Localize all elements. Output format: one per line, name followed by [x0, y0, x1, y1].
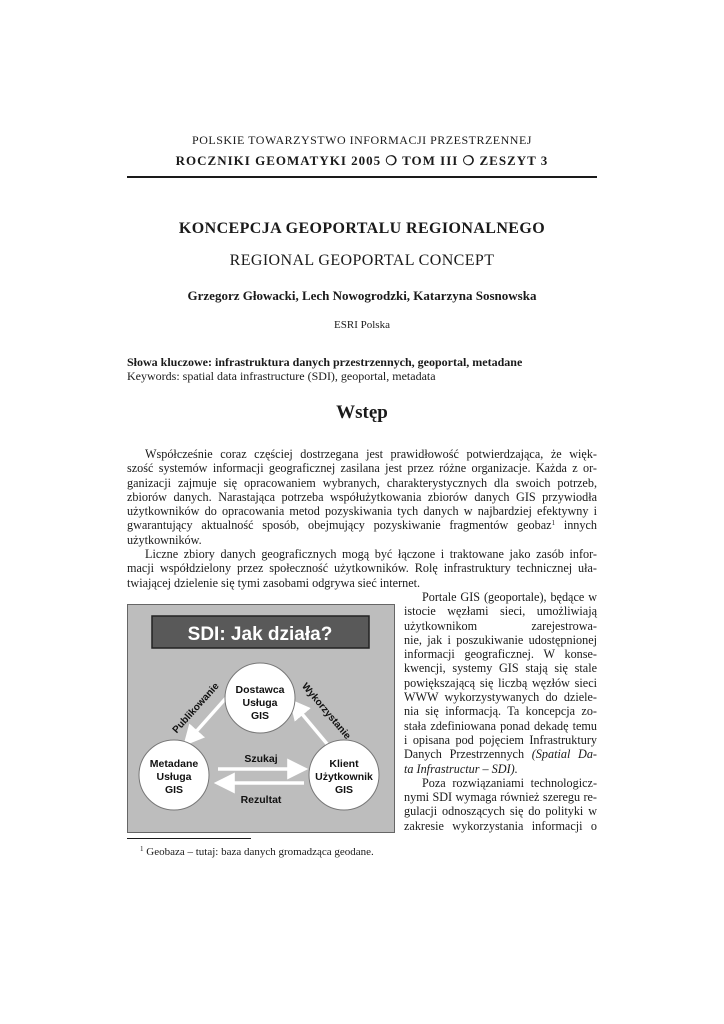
node-provider-line2: Usługa	[242, 697, 278, 709]
node-client-line2: Użytkownik	[315, 771, 373, 783]
italic-fragment: (Spatial Da-	[531, 747, 597, 762]
text-line: zbiorów danych. Narastająca potrzeba współużytkowania zbiorów danych GIS przywiodła	[127, 489, 597, 504]
text-line: nymi SDI wymaga również szeregu re-	[404, 790, 597, 805]
journal-society: POLSKIE TOWARZYSTWO INFORMACJI PRZESTRZENNEJ	[192, 133, 532, 147]
text-line: Liczne zbiory danych geograficznych mogą być łączone i traktowane jako zasób infor-	[145, 547, 597, 561]
text-line: nia się informacją. Ta koncepcja zo-	[404, 704, 597, 719]
text-line-with-footnote	[127, 518, 597, 532]
text-line: WWW wykorzystywanych do dziele-	[404, 690, 597, 705]
text-line: Współcześnie coraz częściej dostrzegana jest prawidłowość potwierdzająca, że więk-	[145, 447, 597, 461]
text-line: użytkowników do opracowania metod pozyskiwania tych danych w najbardziej efektywny i	[127, 504, 597, 519]
text-line: ganizacji zajmuje się opracowaniem wybranych, charakterystycznych dla swoich potrzeb,	[127, 475, 597, 490]
article-title-en: REGIONAL GEOPORTAL CONCEPT	[229, 252, 495, 269]
footnote-rule	[127, 838, 251, 839]
sdi-diagram-svg	[128, 605, 394, 832]
label-search: Szukaj	[244, 753, 278, 765]
text-fragment: innych	[555, 518, 598, 533]
text-line: Portale GIS (geoportale), będące w	[422, 590, 597, 604]
text-line: twiającej dzielenie się tymi zasobami odgrywa sieć internet.	[127, 575, 421, 590]
paragraph-3	[404, 590, 597, 833]
journal-issue-line: ROCZNIKI GEOMATYKI 2005 ❍ TOM III ❍ ZESZYT 3	[175, 153, 549, 168]
italic-fragment: ta Infrastructur – SDI).	[404, 761, 518, 776]
sdi-diagram	[127, 604, 395, 833]
authors: Grzegorz Głowacki, Lech Nowogrodzki, Katarzyna Sosnowska	[187, 288, 537, 303]
text-line: stała zdefiniowana ponad dekadę temu	[404, 718, 597, 733]
footnote	[140, 846, 374, 858]
text-fragment: gwarantujący aktualność sposób, obejmujący pozyskiwanie fragmentów geobaz	[127, 518, 552, 533]
label-result: Rezultat	[240, 794, 282, 806]
text-line: macji współdzielony przez społeczność użytkowników. Rolę infrastruktury technicznej uła-	[127, 561, 597, 576]
paragraph-1	[127, 447, 597, 547]
node-metadata-line2: Usługa	[156, 771, 192, 783]
node-provider-line3: GIS	[250, 710, 270, 722]
text-line: informacji geograficznej. W konse-	[404, 647, 597, 662]
text-line: nie, jak i poszukiwanie udostępnionej	[404, 632, 597, 647]
text-line: użytkownikom zarejestrowa-	[404, 618, 597, 633]
text-line: szość systemów informacji geograficznej zasilana jest przez różne organizacje. Każda z or-	[127, 461, 597, 476]
text-line	[404, 747, 597, 761]
header-rule	[127, 176, 597, 178]
keywords-en: Keywords: spatial data infrastructure (SDI), geoportal, metadata	[127, 369, 436, 383]
node-metadata-line1: Metadane	[149, 758, 199, 770]
text-line	[404, 762, 597, 776]
text-line: Poza rozwiązaniami technologicz-	[422, 775, 597, 790]
text-line: kwencji, systemy GIS stają się stale	[404, 661, 597, 676]
text-line: użytkowników.	[127, 532, 202, 547]
label-use: Wykorzystanie	[299, 681, 353, 742]
affiliation: ESRI Polska	[334, 319, 390, 331]
text-fragment: Danych Przestrzennych	[404, 747, 525, 762]
diagram-title: SDI: Jak działa?	[187, 624, 333, 645]
node-client-line3: GIS	[334, 784, 354, 796]
footnote-text: Geobaza – tutaj: baza danych gromadząca geodane.	[143, 846, 374, 858]
text-line: powiększającą się liczbą węzłów sieci	[404, 675, 597, 690]
node-metadata-line3: GIS	[164, 784, 184, 796]
node-provider-line1: Dostawca	[235, 684, 285, 696]
label-publish: Publikowanie	[170, 680, 222, 736]
text-line: zakresie wykorzystania informacji o	[404, 818, 597, 833]
text-line: gulacji odnoszących się do polityki w	[404, 804, 597, 819]
text-line: istocie węzłami sieci, umożliwiają	[404, 604, 597, 619]
footnote-mark: 1	[551, 519, 556, 528]
node-client-line1: Klient	[329, 758, 359, 770]
keywords-pl: Słowa kluczowe: infrastruktura danych przestrzennych, geoportal, metadane	[127, 355, 523, 369]
text-line: i opisana pod pojęciem Infrastruktury	[404, 732, 597, 747]
section-heading: Wstęp	[336, 402, 388, 423]
footnote-mark: 1	[140, 845, 144, 853]
article-title-pl: KONCEPCJA GEOPORTALU REGIONALNEGO	[178, 220, 546, 237]
paragraph-2	[127, 547, 597, 590]
